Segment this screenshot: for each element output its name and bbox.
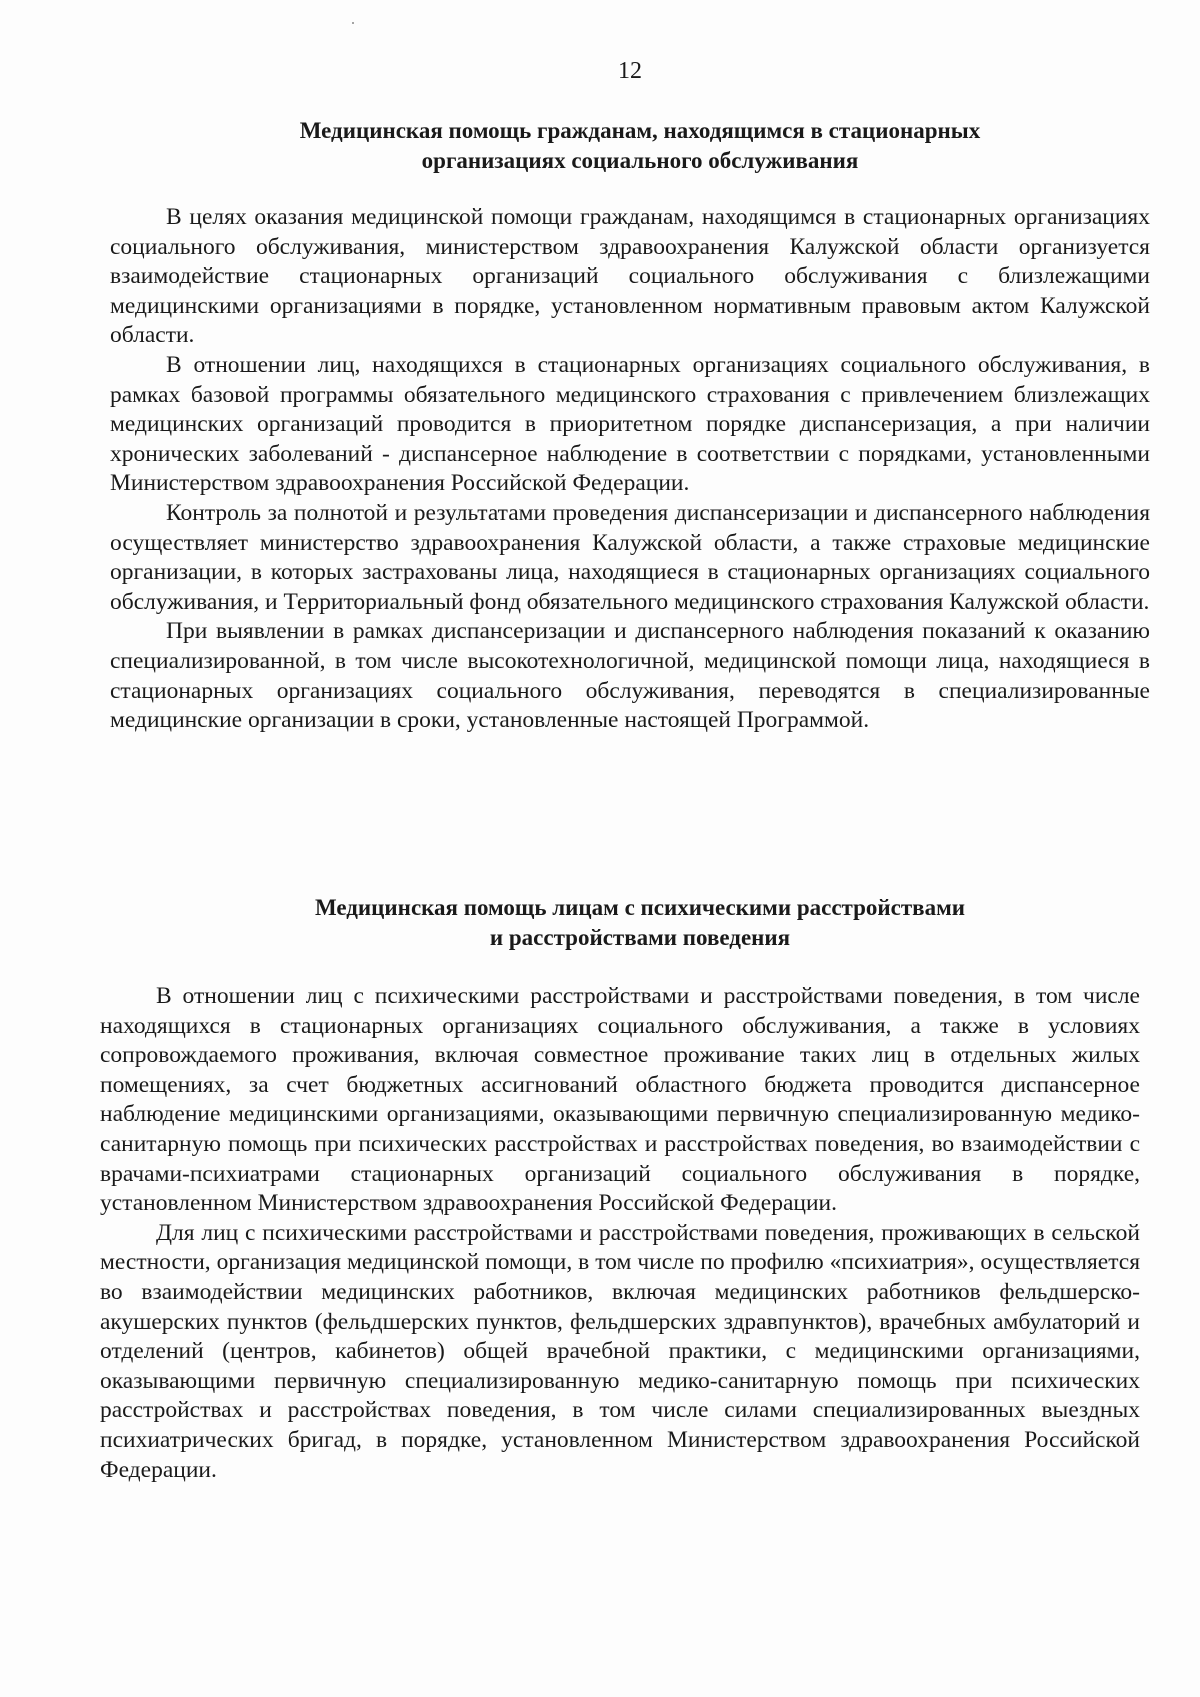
scan-speck: [352, 22, 354, 24]
page-number: 12: [618, 58, 642, 84]
paragraph: В отношении лиц с психическими расстройствами и расстройствами поведения, в том числе находящихся в стационарных организациях социального обслуживания, а также в условиях сопровождаемого проживания, включая совместное проживание таких лиц в отдельных жилых помещениях, за счет бюджетных ассигнований областного бюджета проводится диспансерное наблюдение медицинскими организациями, оказывающими первичную специализированную медико-санитарную помощь при психических расстройствах и расстройствах поведения, во взаимодействии с врачами-психиатрами стационарных организаций социального обслуживания в порядке, установленном Министерством здравоохранения Российской Федерации.: [100, 983, 1140, 1217]
paragraph: Контроль за полнотой и результатами проведения диспансеризации и диспансерного наблюдения осуществляет министерство здравоохранения Калужской области, а также страховые медицинские организации, в которых застрахованы лица, находящиеся в стационарных организациях социального обслуживания, и Территориальный фонд обязательного медицинского страхования Калужской области.: [110, 499, 1150, 615]
section-heading: [140, 893, 1140, 953]
paragraph: При выявлении в рамках диспансеризации и диспансерного наблюдения показаний к оказанию специализированной, в том числе высокотехнологичной, медицинской помощи лица, находящиеся в стационарных организациях социального обслуживания, переводятся в специализированные медицинские организации в сроки, установленные настоящей Программой.: [110, 618, 1150, 734]
heading-line: Медицинская помощь лицам с психическими расстройствами: [314, 895, 966, 920]
section-heading: [140, 116, 1140, 176]
section-body: [100, 982, 1140, 1485]
paragraph: В целях оказания медицинской помощи гражданам, находящимся в стационарных организациях социального обслуживания, министерством здравоохранения Калужской области организуется взаимодействие стационарных организаций социального обслуживания с близлежащими медицинскими организациями в порядке, установленном нормативным правовым актом Калужской области.: [110, 204, 1150, 349]
heading-line: Медицинская помощь гражданам, находящимся в стационарных: [299, 118, 981, 143]
heading-line: организациях социального обслуживания: [421, 148, 859, 173]
paragraph: В отношении лиц, находящихся в стационарных организациях социального обслуживания, в рамках базовой программы обязательного медицинского страхования с привлечением близлежащих медицинских организаций проводится в приоритетном порядке диспансеризация, а при наличии хронических заболеваний - диспансерное наблюдение в соответствии с порядками, установленными Министерством здравоохранения Российской Федерации.: [110, 351, 1150, 497]
section-body: [110, 203, 1150, 736]
paragraph: Для лиц с психическими расстройствами и расстройствами поведения, проживающих в сельской местности, организация медицинской помощи, в том числе по профилю «психиатрия», осуществляется во взаимодействии медицинских работников, включая медицинских работников фельдшерско-акушерских пунктов (фельдшерских пунктов, фельдшерских здравпунктов), врачебных амбулаторий и отделений (центров, кабинетов) общей врачебной практики, с медицинскими организациями, оказывающими первичную специализированную медико-санитарную помощь при психических расстройствах и расстройствах поведения, в том числе силами специализированных выездных психиатрических бригад, в порядке, установленном Министерством здравоохранения Российской Федерации.: [100, 1219, 1140, 1483]
heading-line: и расстройствами поведения: [489, 925, 791, 950]
